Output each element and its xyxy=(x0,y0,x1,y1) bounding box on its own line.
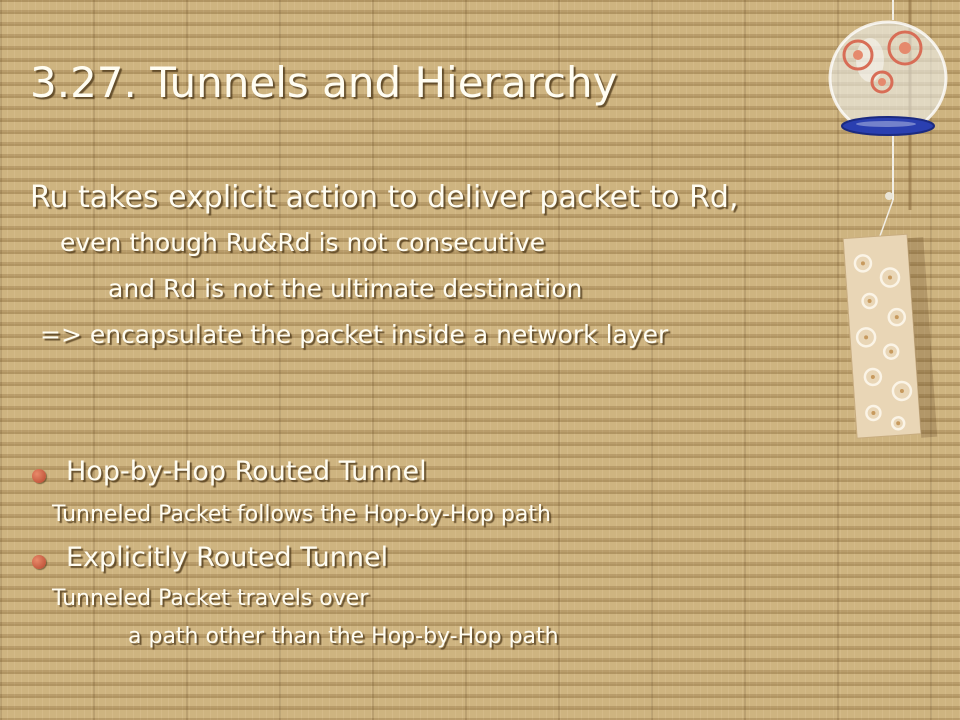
bullet-dot-icon xyxy=(32,469,46,483)
bullet-dot-icon xyxy=(32,555,46,569)
intro-line-4: => encapsulate the packet inside a network layer xyxy=(40,320,669,349)
bullet-detail-explicit-1: Tunneled Packet travels over xyxy=(52,586,369,611)
bullet-heading-explicit: Explicitly Routed Tunnel xyxy=(66,542,389,573)
intro-line-1: Ru takes explicit action to deliver packet to Rd, xyxy=(30,180,739,215)
bullet-heading-hop-by-hop: Hop-by-Hop Routed Tunnel xyxy=(66,456,427,487)
slide-title: 3.27. Tunnels and Hierarchy xyxy=(30,58,618,107)
bullet-detail-explicit-2: a path other than the Hop-by-Hop path xyxy=(128,624,559,649)
intro-line-2: even though Ru&Rd is not consecutive xyxy=(60,228,546,257)
wind-chime-decoration xyxy=(820,0,960,480)
bullet-detail-hop-by-hop: Tunneled Packet follows the Hop-by-Hop path xyxy=(52,502,551,527)
intro-line-3: and Rd is not the ultimate destination xyxy=(108,274,583,303)
